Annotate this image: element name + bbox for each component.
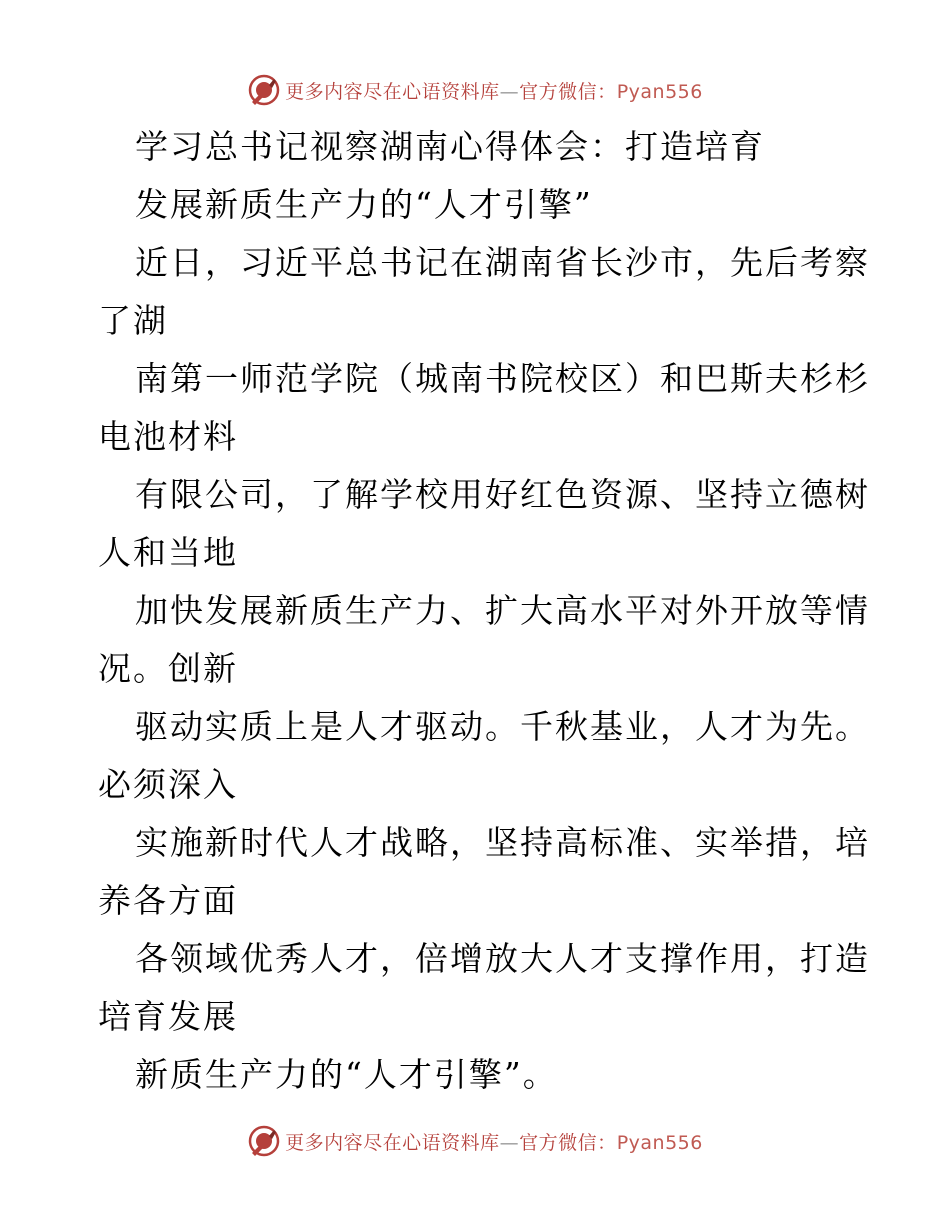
paragraph-line: 况。创新 xyxy=(98,649,238,688)
paragraph-line: 有限公司，了解学校用好红色资源、坚持立德树 xyxy=(135,475,870,514)
watermark-text xyxy=(285,77,703,104)
paragraph-line: 新质生产力的“人才引擎”。 xyxy=(135,1055,558,1094)
watermark-title: 更多内容尽在心语资料库 xyxy=(285,1131,500,1154)
footer-watermark xyxy=(0,1121,950,1161)
paragraph-line: 实施新时代人才战略，坚持高标准、实举措，培 xyxy=(135,823,870,862)
watermark-wechat-id: Pyan556 xyxy=(616,80,703,103)
pen-circle-logo-icon xyxy=(247,73,281,107)
pen-circle-logo-icon xyxy=(247,1124,281,1158)
paragraph-line: 驱动实质上是人才驱动。千秋基业，人才为先。 xyxy=(135,707,870,746)
watermark-title: 更多内容尽在心语资料库 xyxy=(285,80,500,103)
paragraph-line: 各领域优秀人才，倍增放大人才支撑作用，打造 xyxy=(135,939,870,978)
document-body xyxy=(98,118,870,1104)
watermark-text xyxy=(285,1128,703,1155)
watermark-separator: — xyxy=(499,80,520,103)
watermark-wechat-label: 官方微信： xyxy=(519,1131,617,1154)
paragraph-line: 加快发展新质生产力、扩大高水平对外开放等情 xyxy=(135,591,870,630)
paragraph-line: 培育发展 xyxy=(98,997,238,1036)
paragraph-line: 人和当地 xyxy=(98,533,238,572)
paragraph-line: 了湖 xyxy=(98,301,168,340)
paragraph-line: 养各方面 xyxy=(98,881,238,920)
paragraph-line: 必须深入 xyxy=(98,765,238,804)
paragraph-line: 南第一师范学院（城南书院校区）和巴斯夫杉杉 xyxy=(135,359,870,398)
paragraph-line: 电池材料 xyxy=(98,417,238,456)
header-watermark xyxy=(0,70,950,110)
title-line-2: 发展新质生产力的“人才引擎” xyxy=(135,185,593,224)
title-line-1: 学习总书记视察湖南心得体会：打造培育 xyxy=(135,127,765,166)
watermark-wechat-id: Pyan556 xyxy=(616,1131,703,1154)
paragraph-line: 近日，习近平总书记在湖南省长沙市，先后考察 xyxy=(135,243,870,282)
watermark-wechat-label: 官方微信： xyxy=(519,80,617,103)
watermark-separator: — xyxy=(499,1131,520,1154)
